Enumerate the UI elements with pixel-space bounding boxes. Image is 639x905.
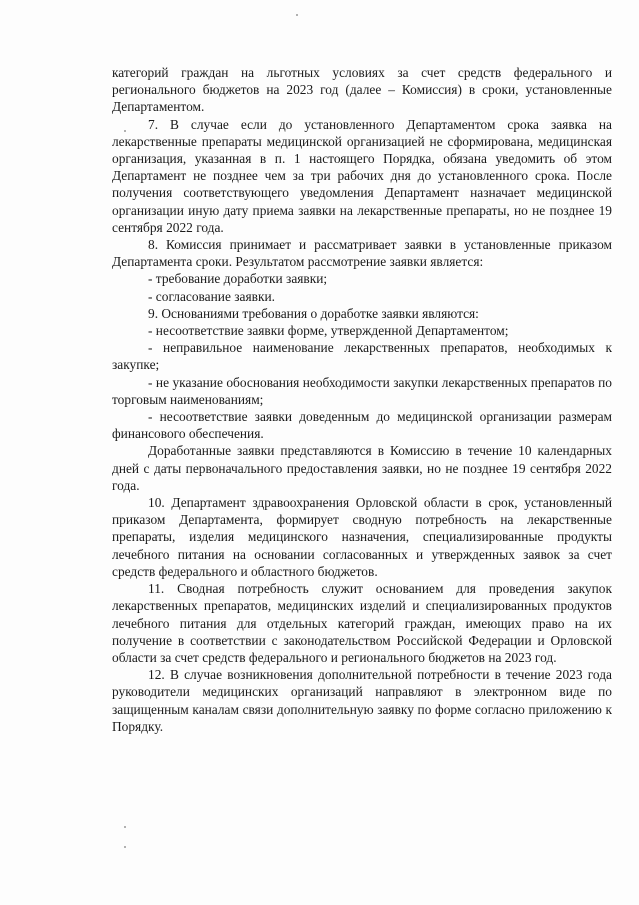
paragraph-10: 10. Департамент здравоохранения Орловской области в срок, установленный приказом Департамента, формирует сводную потребность на лекарственные препараты, изделия медицинского назначения, специализированные продукты лечебного питания на основании согласованных и утвержденных заявок за счет средств федерального и областного бюджетов. xyxy=(112,495,612,579)
list-item: - требование доработки заявки; xyxy=(148,271,328,287)
list-item: - неправильное наименование лекарственных препаратов, необходимых к закупке; xyxy=(112,340,612,373)
paragraph-continuation: категорий граждан на льготных условиях за счет средств федерального и регионального бюджетов на 2023 год (далее – Комиссия) в сроки, установленные Департаментом. xyxy=(112,65,612,115)
paragraph-9: 9. Основаниями требования о доработке заявки являются: xyxy=(148,305,479,321)
scan-speck xyxy=(124,826,126,828)
list-item: - не указание обоснования необходимости закупки лекарственных препаратов по торговым наименованиям; xyxy=(112,374,612,407)
paragraph-8: 8. Комиссия принимает и рассматривает заявки в установленные приказом Департамента сроки. Результатом рассмотрение заявки является: xyxy=(112,237,612,270)
paragraph-7: 7. В случае если до установленного Департаментом срока заявка на лекарственные препараты медицинской организацией не сформирована, медицинская организация, указанная в п. 1 настоящего Порядка, обязана уведомить об этом Департамент не позднее чем за три рабочих дня до установленного срока. После получения соответствующего уведомления Департамент назначает медицинской организации иную дату приема заявки на лекарственные препараты, но не позднее 19 сентября 2022 года. xyxy=(112,116,612,235)
list-item: - несоответствие заявки форме, утвержденной Департаментом; xyxy=(148,323,509,339)
paragraph-12: 12. В случае возникновения дополнительной потребности в течение 2023 года руководители медицинских организаций направляют в электронном виде по защищенным каналам связи дополнительную заявку по форме согласно приложению к Порядку. xyxy=(112,667,612,734)
paragraph-revised-applications: Доработанные заявки представляются в Комиссию в течение 10 календарных дней с даты первоначального предоставления заявки, но не позднее 19 сентября 2022 года. xyxy=(112,443,612,493)
scan-speck xyxy=(124,846,126,848)
paragraph-11: 11. Сводная потребность служит основанием для проведения закупок лекарственных препаратов, медицинских изделий и специализированных продуктов лечебного питания для отдельных категорий граждан, имеющих право на их получение в соответствии с законодательством Российской Федерации и Орловской области за счет средств федерального и регионального бюджетов на 2023 год. xyxy=(112,581,612,665)
list-item: - согласование заявки. xyxy=(148,288,275,304)
scan-speck xyxy=(296,14,298,16)
document-body xyxy=(112,64,612,735)
list-item: - несоответствие заявки доведенным до медицинской организации размерам финансового обеспечения. xyxy=(112,409,612,442)
